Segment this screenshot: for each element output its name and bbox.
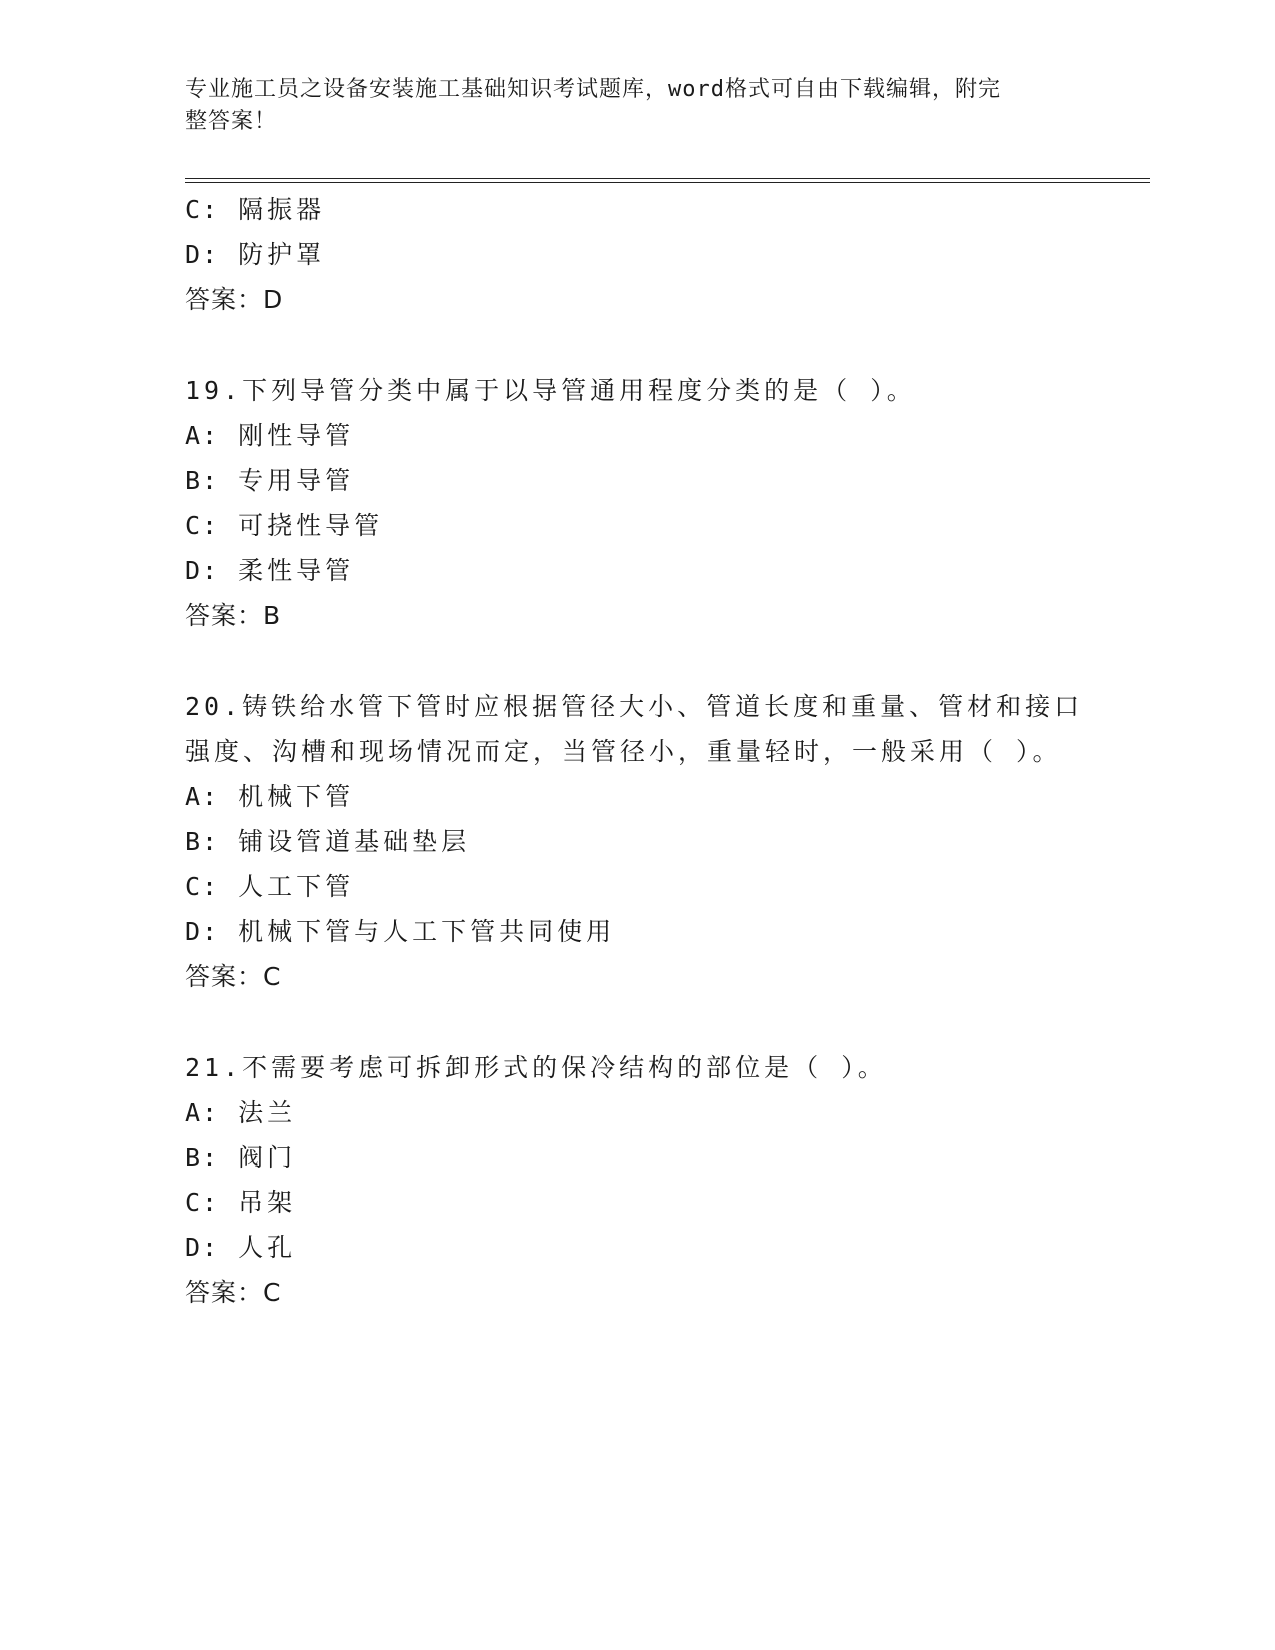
document-header xyxy=(185,74,1065,138)
option-d: D: 防护罩 xyxy=(185,240,326,269)
header-divider-top xyxy=(185,178,1150,179)
option-c: C: 隔振器 xyxy=(185,195,326,224)
answer-line: 答案：C xyxy=(185,1278,282,1307)
question-20-stem-line-2: 强度、沟槽和现场情况而定，当管径小，重量轻时，一般采用（ ）。 xyxy=(185,737,1062,766)
option-b: B: 铺设管道基础垫层 xyxy=(185,827,471,856)
answer-line: 答案：B xyxy=(185,601,282,630)
question-19-stem: 19.下列导管分类中属于以导管通用程度分类的是（ ）。 xyxy=(185,376,916,405)
answer-line: 答案：C xyxy=(185,962,282,991)
question-20-stem-line-1: 20.铸铁给水管下管时应根据管径大小、管道长度和重量、管材和接口 xyxy=(185,692,1084,721)
option-d: D: 人孔 xyxy=(185,1233,297,1262)
option-a: A: 法兰 xyxy=(185,1098,297,1127)
question-21-stem: 21.不需要考虑可拆卸形式的保冷结构的部位是（ ）。 xyxy=(185,1053,887,1082)
option-a: A: 机械下管 xyxy=(185,782,355,811)
option-c: C: 吊架 xyxy=(185,1188,297,1217)
header-line-1: 专业施工员之设备安装施工基础知识考试题库，word格式可自由下载编辑，附完 xyxy=(185,77,1001,102)
option-b: B: 阀门 xyxy=(185,1143,297,1172)
option-d: D: 机械下管与人工下管共同使用 xyxy=(185,917,616,946)
option-b: B: 专用导管 xyxy=(185,466,355,495)
option-c: C: 人工下管 xyxy=(185,872,355,901)
option-c: C: 可挠性导管 xyxy=(185,511,384,540)
answer-line: 答案：D xyxy=(185,285,284,314)
option-d: D: 柔性导管 xyxy=(185,556,355,585)
header-divider-bottom xyxy=(185,182,1150,183)
option-a: A: 刚性导管 xyxy=(185,421,355,450)
header-line-2: 整答案！ xyxy=(185,109,278,134)
